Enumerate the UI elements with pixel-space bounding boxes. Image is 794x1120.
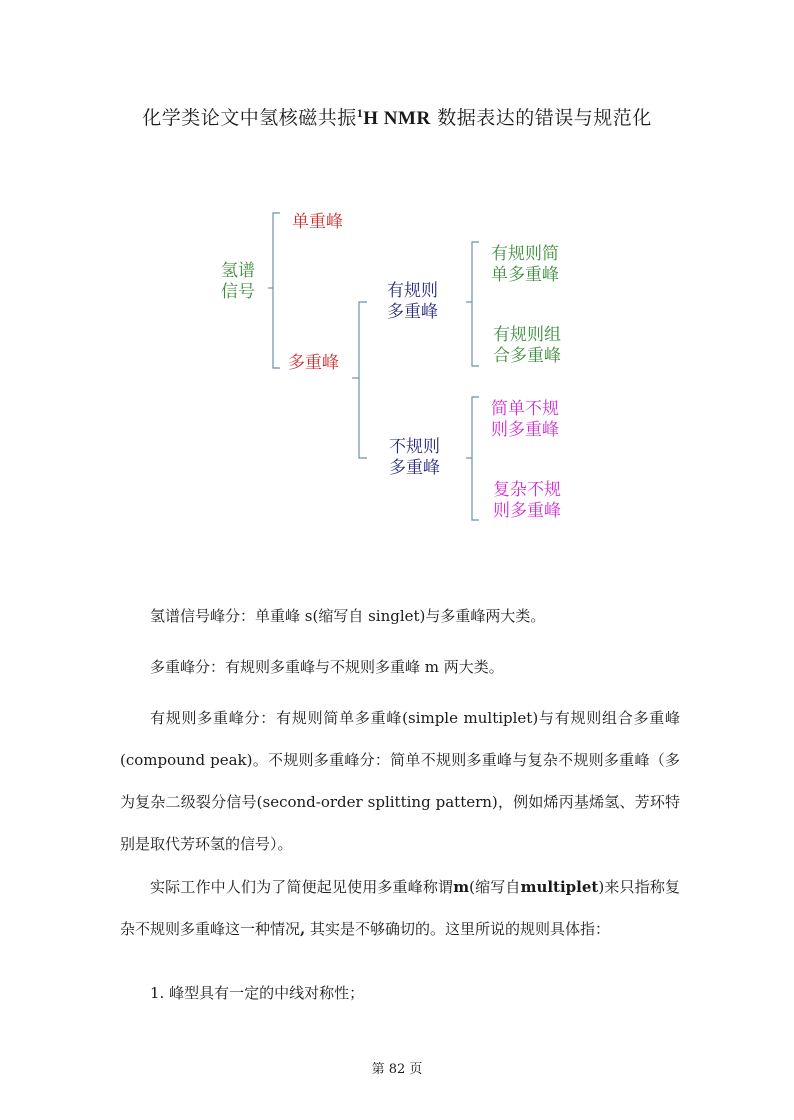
node-root-line2: 信号 [221,282,255,302]
node-multiplet: 多重峰 [288,353,339,373]
paragraph-4 [120,866,680,950]
classification-diagram [0,200,794,540]
diagram-brackets [0,200,794,540]
node-irregular-simple-line1: 简单不规 [491,399,559,419]
node-regular-simple-line1: 有规则简 [491,244,559,264]
node-regular-compound-line2: 合多重峰 [493,346,561,366]
node-irregular-complex-line1: 复杂不规 [493,480,561,500]
paragraph-1: 氢谱信号峰分：单重峰 s(缩写自 singlet)与多重峰两大类。 [150,607,546,625]
paragraph-4-bold-comma: , [300,920,306,938]
paragraph-4-part-d: 其实是不够确切的。这里所说的规则具体指： [305,920,611,938]
node-irregular-line1: 不规则 [389,437,440,457]
node-regular-multiplet [387,281,438,323]
multiplet-bracket [359,302,367,458]
node-regular-compound [493,325,561,367]
node-irregular-simple-line2: 则多重峰 [491,420,559,440]
paragraph-3: 有规则多重峰分：有规则简单多重峰(simple multiplet)与有规则组合多重峰(compound peak)。不规则多重峰分：简单不规则多重峰与复杂不规则多重峰（多为复杂二级裂分信号(second-order splitting pattern)，例如烯丙基烯氢、芳环特别是取代芳环氢的信号）。 [120,709,680,853]
node-irregular-simple [491,399,559,441]
node-regular-simple-line2: 单多重峰 [491,265,559,285]
paragraph-4-part-b: (缩写自 [469,878,521,896]
node-regular-line1: 有规则 [387,281,438,301]
node-irregular-multiplet [389,437,440,479]
node-regular-compound-line1: 有规则组 [493,325,561,345]
irregular-bracket [472,397,479,520]
node-regular-line2: 多重峰 [387,302,438,322]
node-irregular-line2: 多重峰 [389,458,440,478]
title-superscript: 1 [356,106,364,120]
node-irregular-complex [493,480,561,522]
paragraph-4-part-c: )来只指称复杂不规则多重峰这一种情况 [120,878,680,938]
paragraph-4-bold-multiplet: multiplet [520,878,599,896]
node-irregular-complex-line2: 则多重峰 [493,501,561,521]
page-title [0,103,794,130]
title-suffix: 数据表达的错误与规范化 [430,107,652,129]
title-prefix: 化学类论文中氢核磁共振 [142,107,357,129]
node-root-line1: 氢谱 [221,261,255,281]
page-number: 第 82 页 [371,1062,423,1077]
node-singlet: 单重峰 [292,212,343,232]
paragraph-5: 1. 峰型具有一定的中线对称性； [150,984,365,1002]
title-bold: H NMR [363,108,431,129]
regular-bracket [472,242,479,366]
node-root [221,261,255,303]
paragraph-2: 多重峰分：有规则多重峰与不规则多重峰 m 两大类。 [150,658,504,676]
paragraph-4-bold-m: m [453,878,470,896]
paragraph-4-part-a: 实际工作中人们为了简便起见使用多重峰称谓 [150,878,454,896]
node-regular-simple [491,244,559,286]
root-bracket [273,213,280,368]
